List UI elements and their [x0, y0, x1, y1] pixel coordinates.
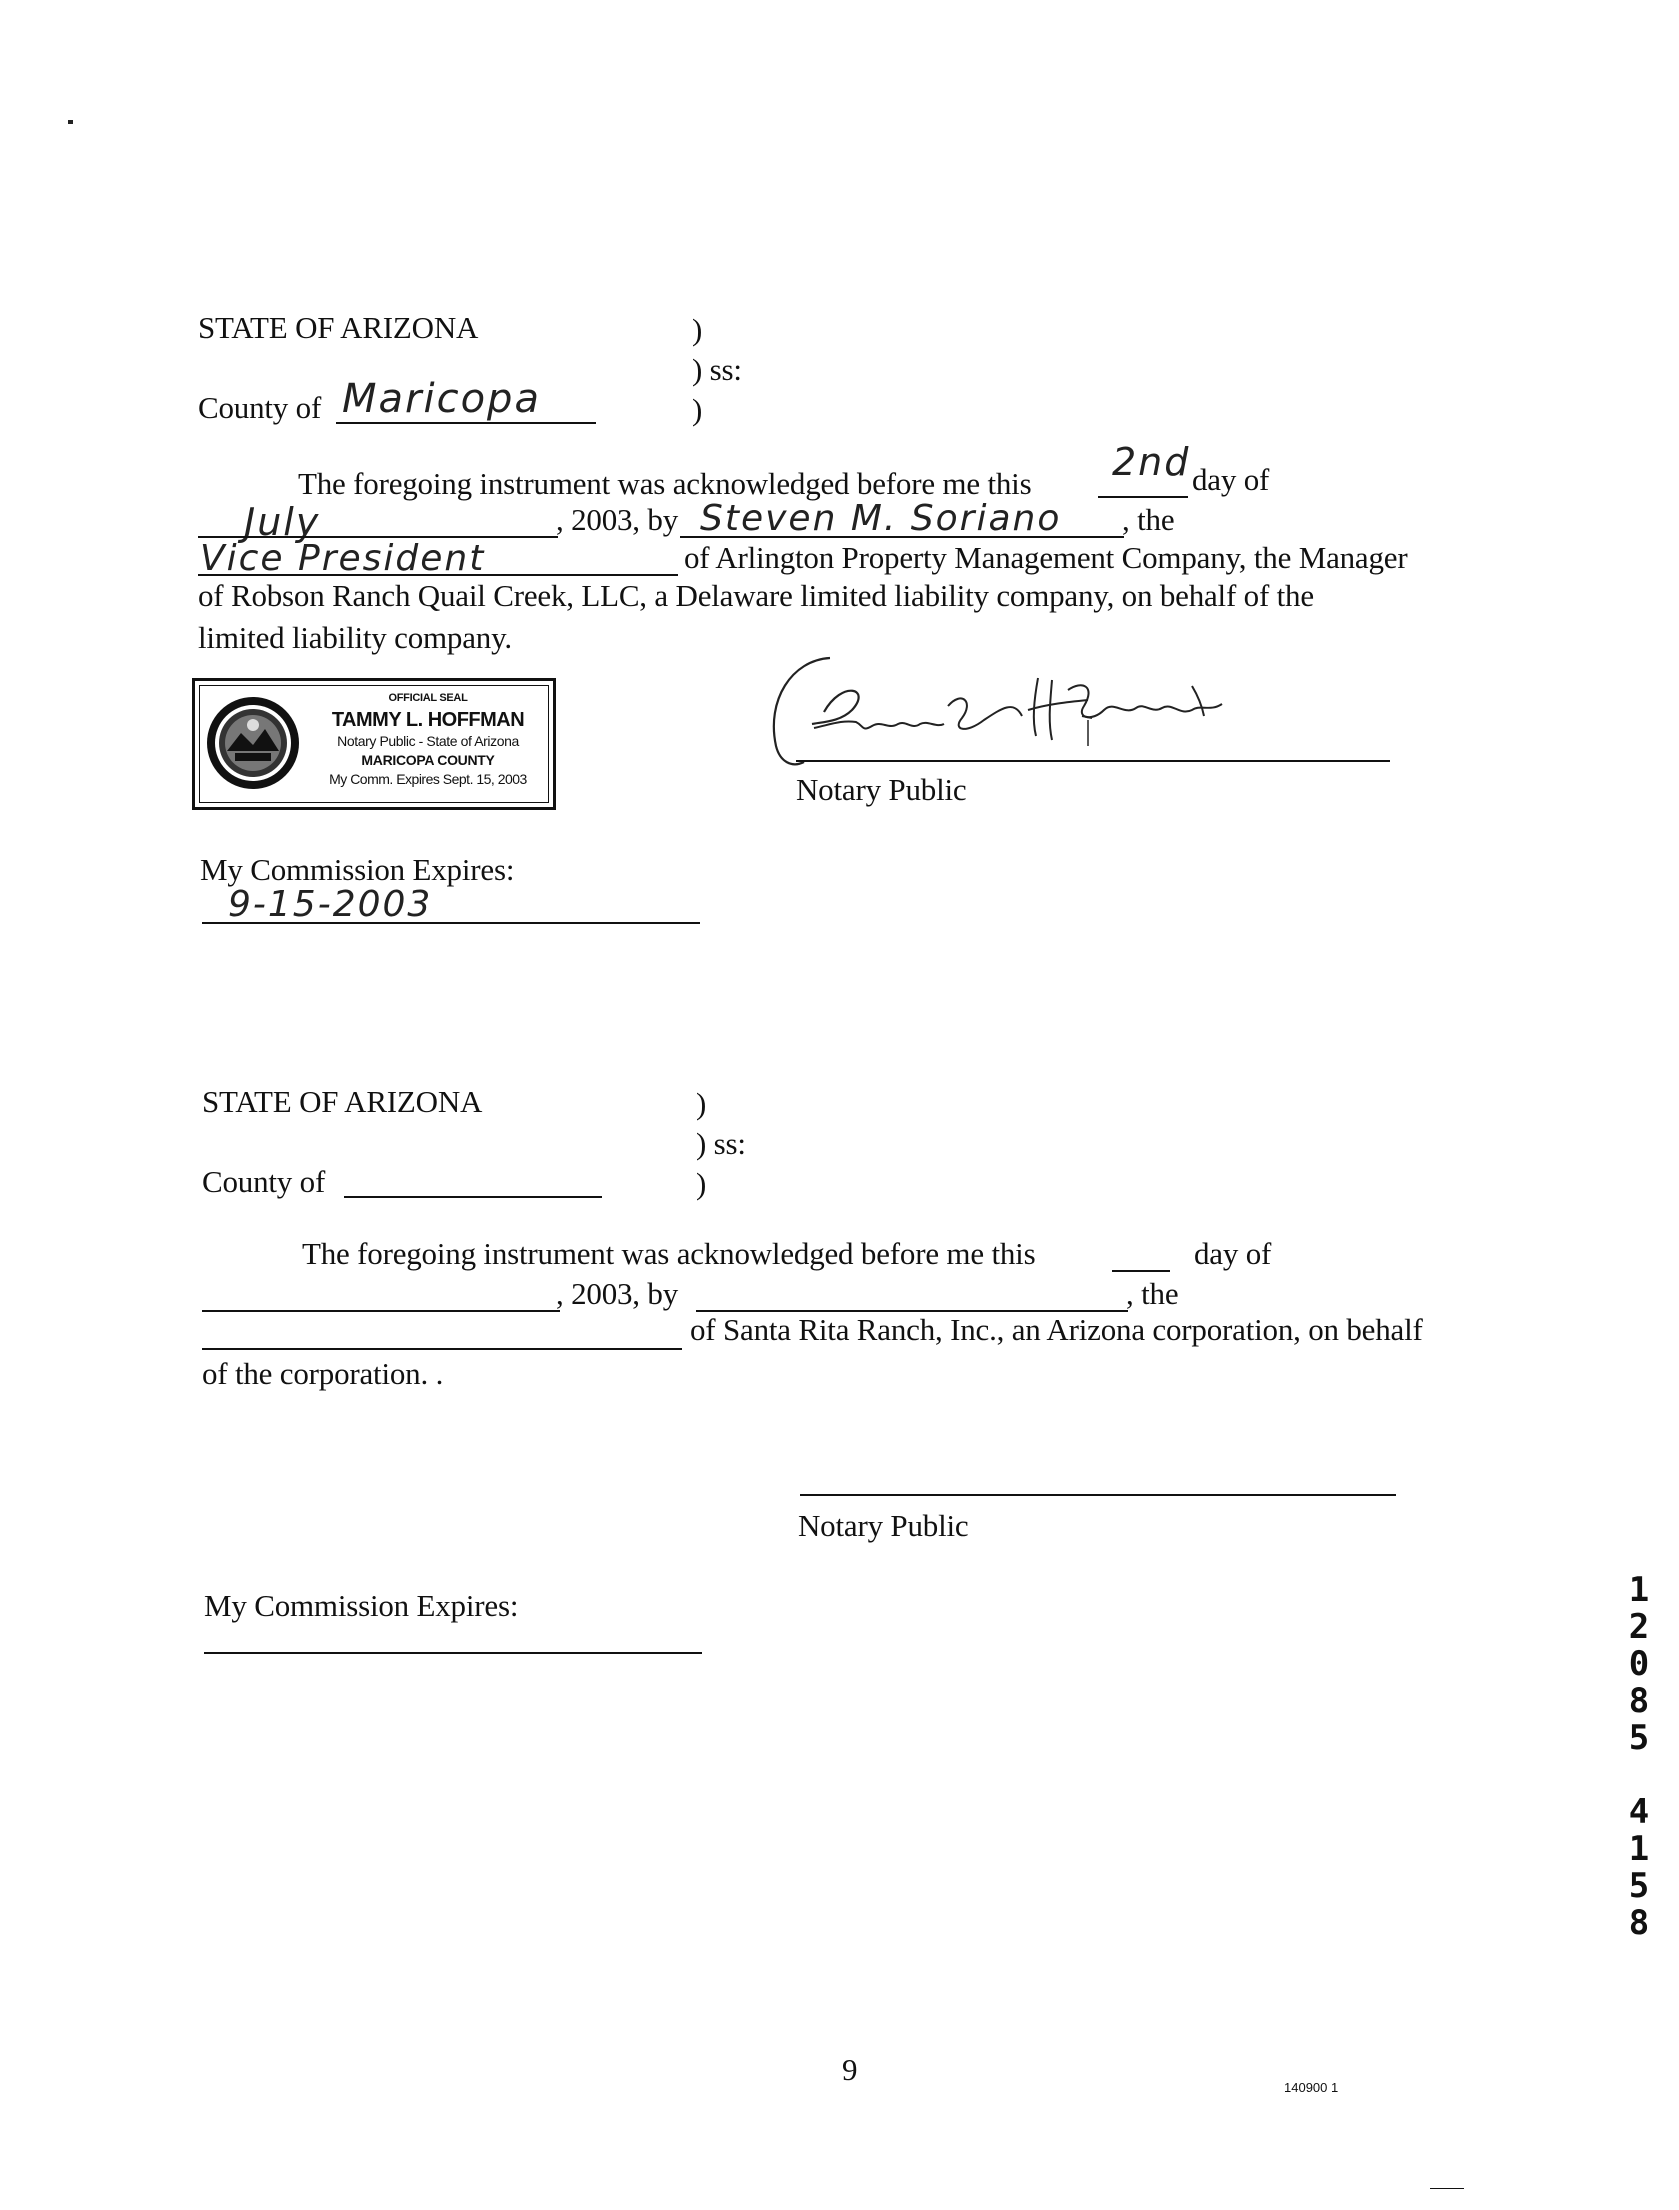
recording-digit: 8: [1628, 1903, 1650, 1943]
notary-public-label-1: Notary Public: [796, 772, 967, 807]
recording-digit: 1: [1628, 1829, 1650, 1869]
ack1-the: , the: [1122, 502, 1175, 537]
ack2-title-underline: [202, 1348, 682, 1350]
recording-digit: 0: [1628, 1644, 1650, 1684]
recording-digit: 8: [1628, 1681, 1650, 1721]
ack2-day-of: day of: [1194, 1236, 1272, 1271]
recording-number-vertical: [1624, 1572, 1654, 1942]
recording-digit: 4: [1628, 1792, 1650, 1832]
ack2-month-underline: [202, 1310, 560, 1312]
ack1-entity-line: of Arlington Property Management Company, the Manager: [684, 540, 1408, 575]
ack1-title-underline: [198, 574, 678, 576]
scan-mark-footer: [1430, 2188, 1464, 2189]
scan-mark: [68, 120, 73, 124]
notary-signature: [752, 650, 1272, 790]
county-underline-1: [336, 422, 596, 424]
ack1-title-handwritten: Vice President: [200, 538, 486, 579]
notary-signature-line-1: [796, 760, 1390, 762]
bracket-2c: ): [696, 1166, 707, 1201]
county-label-2: County of: [202, 1164, 326, 1199]
commission-date-handwritten: 9-15-2003: [228, 884, 433, 925]
seal-notary-state: Notary Public - State of Arizona: [337, 733, 519, 749]
ack1-name-underline: [680, 536, 1124, 538]
bracket-2a: ): [696, 1086, 707, 1121]
county-label-1: County of: [198, 390, 322, 425]
ack1-year-by: , 2003, by: [556, 502, 679, 537]
page-number: 9: [842, 2052, 858, 2087]
seal-expiry: My Comm. Expires Sept. 15, 2003: [329, 771, 527, 787]
bracket-ss-1: ) ss:: [692, 352, 742, 387]
ack2-entity-line: of Santa Rita Ranch, Inc., an Arizona corporation, on behalf: [690, 1312, 1423, 1347]
ack2-line1-text: The foregoing instrument was acknowledged before me this: [302, 1236, 1036, 1271]
ack2-day-underline: [1112, 1270, 1170, 1272]
state-heading-2: STATE OF ARIZONA: [202, 1084, 483, 1119]
commission-underline-2: [204, 1652, 702, 1654]
seal-heading: OFFICIAL SEAL: [388, 692, 468, 704]
ack2-entity-line2: of the corporation. .: [202, 1356, 444, 1391]
bracket-1c: ): [692, 392, 703, 427]
official-notary-seal: [192, 678, 556, 810]
recording-digit: 2: [1628, 1607, 1650, 1647]
bracket-ss-2: ) ss:: [696, 1126, 746, 1161]
ack2-year-by: , 2003, by: [556, 1276, 679, 1311]
ack1-entity-line2: of Robson Ranch Quail Creek, LLC, a Delaware limited liability company, on behalf of the: [198, 578, 1314, 613]
bracket-1a: ): [692, 312, 703, 347]
ack1-month-handwritten: July: [244, 500, 321, 544]
ack1-entity-line3: limited liability company.: [198, 620, 512, 655]
county-underline-2: [344, 1196, 602, 1198]
notary-signature-line-2: [800, 1494, 1396, 1496]
state-heading-1: STATE OF ARIZONA: [198, 310, 479, 345]
commission-underline-1: [202, 922, 700, 924]
ack1-name-handwritten: Steven M. Soriano: [700, 498, 1062, 539]
arizona-state-seal-emblem: [205, 695, 301, 791]
recording-digit-gap: [1624, 1757, 1654, 1794]
ack2-the: , the: [1126, 1276, 1179, 1311]
ack1-day-of: day of: [1192, 462, 1270, 497]
ack1-day-handwritten: 2nd: [1112, 440, 1191, 484]
county-handwritten-1: Maricopa: [342, 376, 541, 422]
commission-label-1: My Commission Expires:: [200, 852, 515, 887]
recording-digit: 5: [1628, 1866, 1650, 1906]
recording-digit: 1: [1628, 1570, 1650, 1610]
document-number: 140900 1: [1284, 2080, 1339, 2095]
ack1-line1-text: The foregoing instrument was acknowledged before me this: [298, 466, 1032, 501]
ack1-day-underline: [1098, 496, 1188, 498]
notary-public-label-2: Notary Public: [798, 1508, 969, 1543]
commission-label-2: My Commission Expires:: [204, 1588, 519, 1623]
recording-digit: 5: [1628, 1718, 1650, 1758]
seal-county: MARICOPA COUNTY: [361, 752, 495, 768]
seal-notary-name: TAMMY L. HOFFMAN: [331, 709, 525, 731]
